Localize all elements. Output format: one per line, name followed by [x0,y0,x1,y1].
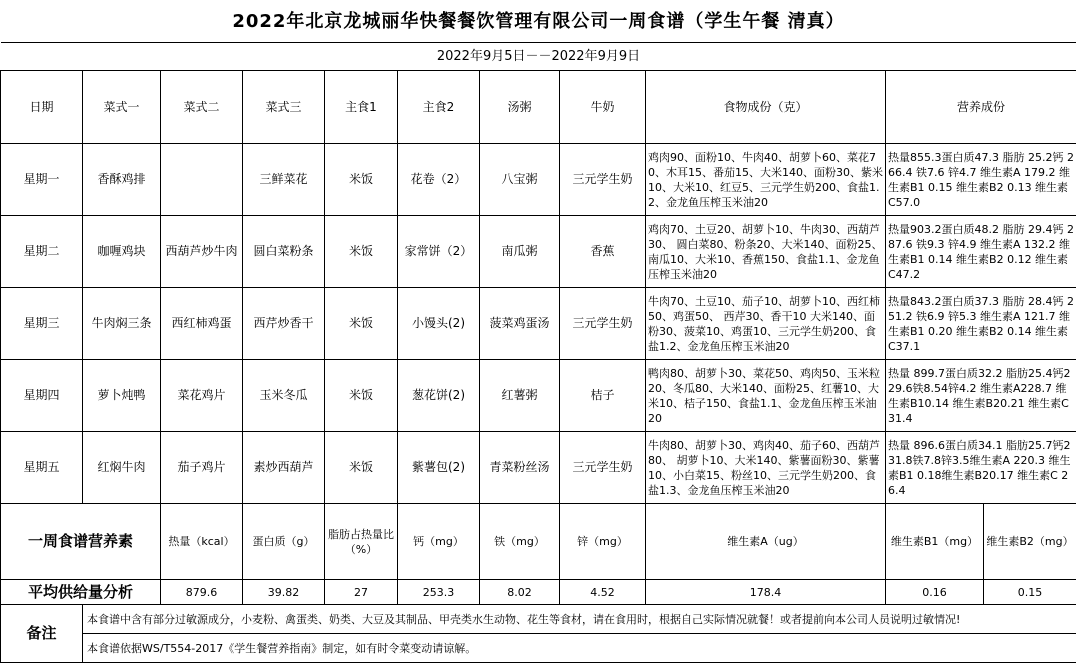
nutrition-cell: 热量 899.7蛋白质32.2 脂肪25.4钙229.6铁8.54锌4.2 维生素A228.7 维生素B10.14 维生素B20.21 维生素C31.4 [886,360,1076,432]
staple1-cell: 米饭 [325,144,398,216]
table-row [1,288,1076,360]
header-nutrition: 营养成份 [886,71,1076,144]
date-range: 2022年9月5日－－2022年9月9日 [1,43,1076,71]
note-row [1,634,1076,663]
day-label: 星期五 [1,432,83,504]
summary-value-iron: 8.02 [480,580,560,605]
milk-cell: 三元学生奶 [560,432,646,504]
dish3-cell: 三鲜菜花 [243,144,325,216]
header-row [1,71,1076,144]
staple1-cell: 米饭 [325,360,398,432]
summary-col-energy: 热量（kcal） [161,504,243,580]
milk-cell: 香蕉 [560,216,646,288]
summary-value-zinc: 4.52 [560,580,646,605]
average-supply-label: 平均供给量分析 [1,580,161,605]
header-milk: 牛奶 [560,71,646,144]
summary-value-calcium: 253.3 [398,580,480,605]
table-row [1,144,1076,216]
dish3-cell: 玉米冬瓜 [243,360,325,432]
summary-value-protein: 39.82 [243,580,325,605]
table-row [1,216,1076,288]
dish2-cell: 茄子鸡片 [161,432,243,504]
ingredients-cell: 鸡肉70、土豆20、胡萝卜10、牛肉30、西葫芦30、 圆白菜80、粉条20、大米140、面粉25、南瓜10、大米10、香蕉150、食盐1.1、金龙鱼压榨玉米油20 [646,216,886,288]
summary-col-calcium: 钙（mg） [398,504,480,580]
milk-cell: 三元学生奶 [560,144,646,216]
staple1-cell: 米饭 [325,288,398,360]
staple2-cell: 葱花饼(2) [398,360,480,432]
header-dish2: 菜式二 [161,71,243,144]
ingredients-cell: 鸭肉80、胡萝卜30、菜花50、鸡肉50、玉米粒20、冬瓜80、大米140、面粉25、红薯10、大米10、桔子150、食盐1.1、金龙鱼压榨玉米油20 [646,360,886,432]
table-row [1,360,1076,432]
staple1-cell: 米饭 [325,216,398,288]
dish3-cell: 圆白菜粉条 [243,216,325,288]
ingredients-cell: 牛肉80、胡萝卜30、鸡肉40、茄子60、西葫芦80、 胡萝卜10、大米140、紫薯面粉30、紫薯10、小白菜15、粉丝10、三元学生奶200、食盐1.3、金龙鱼压榨玉米油20 [646,432,886,504]
dish1-cell: 萝卜炖鸭 [83,360,161,432]
table-row [1,432,1076,504]
staple1-cell: 米饭 [325,432,398,504]
summary-value-energy: 879.6 [161,580,243,605]
summary-col-vitamin-b2: 维生素B2（mg） [984,504,1076,580]
header-staple1: 主食1 [325,71,398,144]
summary-values-row [1,580,1076,605]
header-ingredients: 食物成份（克） [646,71,886,144]
soup-cell: 青菜粉丝汤 [480,432,560,504]
summary-value-vitamin-b1: 0.16 [886,580,984,605]
guideline-note: 本食谱依据WS/T554-2017《学生餐营养指南》制定，如有时令菜变动请谅解。 [83,634,1076,663]
nutrition-cell: 热量855.3蛋白质47.3 脂肪 25.2钙 266.4 铁7.6 锌4.7 维生素A 179.2 维生素B1 0.15 维生素B2 0.13 维生素C57.0 [886,144,1076,216]
day-label: 星期四 [1,360,83,432]
day-label: 星期二 [1,216,83,288]
nutrition-cell: 热量 896.6蛋白质34.1 脂肪25.7钙231.8铁7.8锌3.5维生素A 220.3 维生素B1 0.18维生素B20.17 维生素C 26.4 [886,432,1076,504]
soup-cell: 南瓜粥 [480,216,560,288]
summary-col-vitamin-b1: 维生素B1（mg） [886,504,984,580]
header-dish1: 菜式一 [83,71,161,144]
ingredients-cell: 鸡肉90、面粉10、牛肉40、胡萝卜60、菜花70、木耳15、番茄15、大米140、面粉30、紫米10、大米10、红豆5、三元学生奶200、食盐1.2、金龙鱼压榨玉米油20 [646,144,886,216]
summary-value-fat-ratio: 27 [325,580,398,605]
day-label: 星期一 [1,144,83,216]
summary-col-zinc: 锌（mg） [560,504,646,580]
dish1-cell: 咖喱鸡块 [83,216,161,288]
dish1-cell: 红焖牛肉 [83,432,161,504]
dish1-cell: 牛肉焖三条 [83,288,161,360]
dish3-cell: 素炒西葫芦 [243,432,325,504]
dish2-cell [161,144,243,216]
milk-cell: 三元学生奶 [560,288,646,360]
header-soup: 汤粥 [480,71,560,144]
dish2-cell: 菜花鸡片 [161,360,243,432]
note-row [1,605,1076,634]
staple2-cell: 小馒头(2) [398,288,480,360]
weekly-nutrients-label: 一周食谱营养素 [1,504,161,580]
dish1-cell: 香酥鸡排 [83,144,161,216]
day-label: 星期三 [1,288,83,360]
allergen-note: 本食谱中含有部分过敏源成分，小麦粉、禽蛋类、奶类、大豆及其制品、甲壳类水生动物、花生等食材，请在食用时，根据自己实际情况就餐！或者提前向本公司人员说明过敏情况! [83,605,1076,634]
dish3-cell: 西芹炒香干 [243,288,325,360]
dish2-cell: 西葫芦炒牛肉 [161,216,243,288]
dish2-cell: 西红柿鸡蛋 [161,288,243,360]
summary-col-protein: 蛋白质（g） [243,504,325,580]
soup-cell: 菠菜鸡蛋汤 [480,288,560,360]
summary-header-row [1,504,1076,580]
staple2-cell: 家常饼（2） [398,216,480,288]
page-title: 2022年北京龙城丽华快餐餐饮管理有限公司一周食谱（学生午餐 清真） [1,0,1076,43]
summary-value-vitamin-b2: 0.15 [984,580,1076,605]
ingredients-cell: 牛肉70、土豆10、茄子10、胡萝卜10、西红柿50、鸡蛋50、 西芹30、香干10 大米140、面粉30、菠菜10、鸡蛋10、三元学生奶200、食盐1.2、金龙鱼压榨玉米油20 [646,288,886,360]
staple2-cell: 花卷（2） [398,144,480,216]
soup-cell: 红薯粥 [480,360,560,432]
summary-value-vitamin-a: 178.4 [646,580,886,605]
summary-col-vitamin-a: 维生素A（ug） [646,504,886,580]
nutrition-cell: 热量903.2蛋白质48.2 脂肪 29.4钙 287.6 铁9.3 锌4.9 维生素A 132.2 维生素B1 0.14 维生素B2 0.12 维生素C47.2 [886,216,1076,288]
header-dish3: 菜式三 [243,71,325,144]
summary-col-fat-ratio: 脂肪占热量比（%） [325,504,398,580]
header-day: 日期 [1,71,83,144]
header-staple2: 主食2 [398,71,480,144]
nutrition-cell: 热量843.2蛋白质37.3 脂肪 28.4钙 251.2 铁6.9 锌5.3 维生素A 121.7 维生素B1 0.20 维生素B2 0.14 维生素C37.1 [886,288,1076,360]
notes-label: 备注 [1,605,83,663]
milk-cell: 桔子 [560,360,646,432]
soup-cell: 八宝粥 [480,144,560,216]
summary-col-iron: 铁（mg） [480,504,560,580]
staple2-cell: 紫薯包(2) [398,432,480,504]
